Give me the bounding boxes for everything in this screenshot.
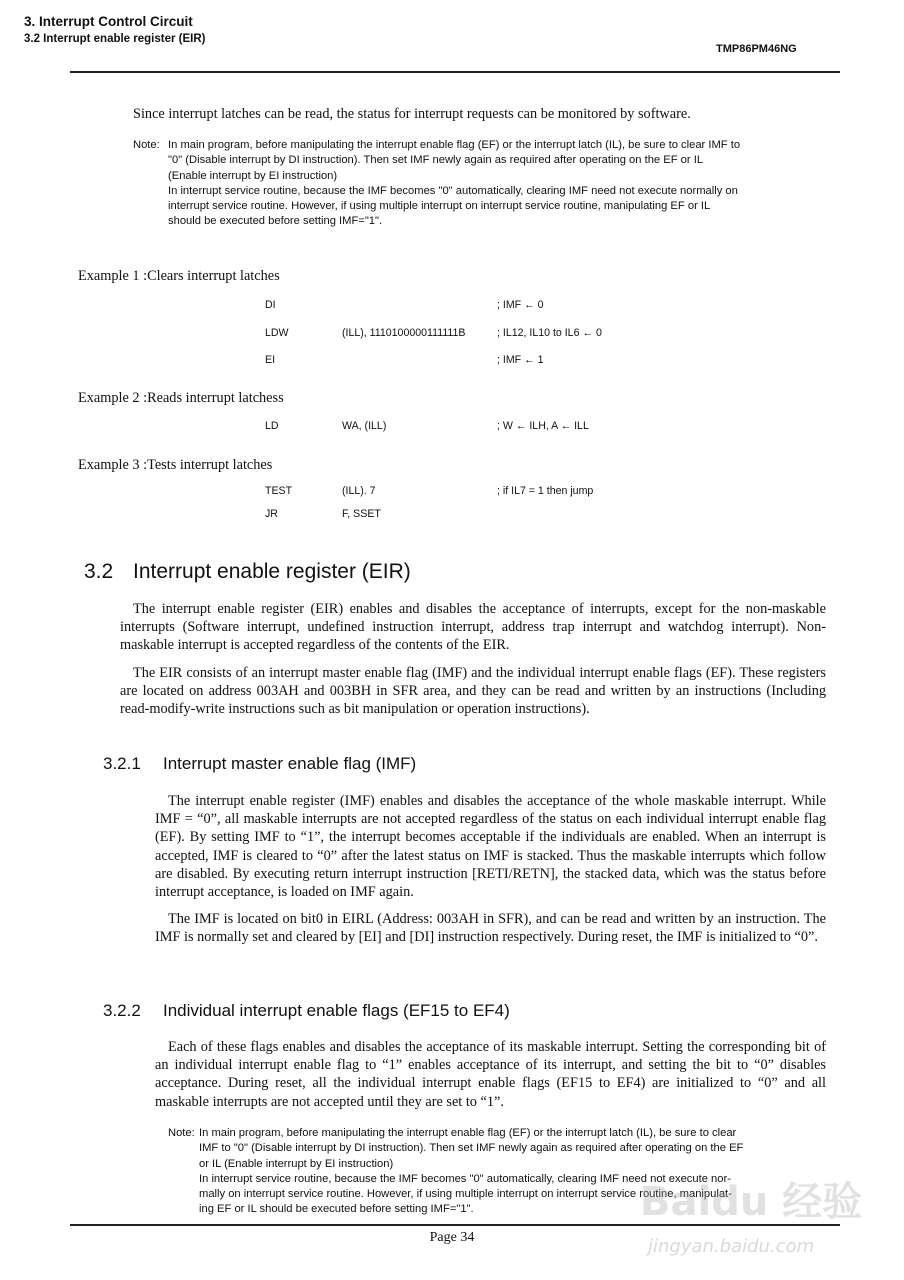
example-2-title: Example 2 :Reads interrupt latchess	[78, 390, 284, 406]
code-op: LD	[265, 420, 279, 432]
code-arg: F, SSET	[342, 508, 381, 520]
intro-paragraph: Since interrupt latches can be read, the status for interrupt requests can be monitored by software.	[133, 106, 691, 122]
code-arg: (ILL). 7	[342, 485, 376, 497]
note-1-line: "0" (Disable interrupt by DI instruction). Then set IMF newly again as required after operating on the EF or IL	[168, 154, 704, 167]
note-1-line: (Enable interrupt by EI instruction)	[168, 169, 338, 182]
code-op: TEST	[265, 485, 293, 497]
note-1-line: interrupt service routine. However, if using multiple interrupt on interrupt service routine, manipulating EF or IL	[168, 200, 711, 213]
code-comment: ; IL12, IL10 to IL6 ← 0	[497, 327, 602, 339]
code-op: DI	[265, 299, 276, 311]
code-comment: ; if IL7 = 1 then jump	[497, 485, 594, 497]
watermark-logo: Baidu 经验	[640, 1179, 863, 1225]
code-comment: ; W ← ILH, A ← ILL	[497, 420, 589, 432]
section-title: Interrupt enable register (EIR)	[133, 560, 411, 583]
subsection-1-paragraph: The IMF is located on bit0 in EIRL (Address: 003AH in SFR), and can be read and written by an instruction. The IMF is normally set and cleared by [EI] and [DI] instruction respectively. During reset, the IMF is initialized to “0”.	[155, 911, 826, 946]
note-1-label: Note:	[133, 139, 160, 151]
subsection-2-paragraph: Each of these flags enables and disables the acceptance of its maskable interrupt. Setting the corresponding bit of an individual interrupt enable flag to “1” enables acceptance of its interrupt, and setting the bit to “0” disables acceptance. During reset, all the individual interrupt enable flags (EF15 to EF4) are initialized to “0” and all maskable interrupts are not accepted until they are set to “1”.	[155, 1039, 826, 1110]
note-2-label: Note:	[168, 1127, 195, 1139]
header-chapter: 3. Interrupt Control Circuit	[24, 14, 193, 29]
subsection-1-paragraph: The interrupt enable register (IMF) enables and disables the acceptance of the whole maskable interrupt. While IMF = “0”, all maskable interrupts are not accepted regardless of the status on each individual interrupt enable flag (EF). By setting IMF to “1”, the interrupt becomes acceptable if the individuals are enabled. When an interrupt is accepted, IMF is cleared to “0” after the latest status on IMF is stacked. Thus the maskable interrupts which follow are disabled. By executing return interrupt instruction [RETI/RETN], the stacked data, which was the status before interrupt acceptance, is loaded on IMF again.	[155, 793, 826, 901]
note-1	[133, 138, 793, 233]
note-1-line: In main program, before manipulating the interrupt enable flag (EF) or the interrupt latch (IL), be sure to clear IMF to	[168, 139, 741, 151]
watermark-url: jingyan.baidu.com	[648, 1236, 815, 1257]
code-comment: ; IMF ← 0	[497, 299, 544, 311]
subsection-1-title: Interrupt master enable flag (IMF)	[163, 754, 417, 773]
example-3-title: Example 3 :Tests interrupt latches	[78, 457, 273, 473]
header-model: TMP86PM46NG	[716, 43, 797, 55]
header-section: 3.2 Interrupt enable register (EIR)	[24, 33, 206, 45]
note-2-line: ing EF or IL should be executed before setting IMF="1".	[199, 1203, 474, 1216]
code-op: JR	[265, 508, 278, 520]
subsection-2-number: 3.2.2	[103, 1001, 141, 1020]
code-comment: ; IMF ← 1	[497, 354, 544, 366]
note-2-line: IMF to "0" (Disable interrupt by DI instruction). Then set IMF newly again as required after operating on the EF	[199, 1142, 744, 1155]
note-2-line: In interrupt service routine, because the IMF becomes "0" automatically, clearing IMF need not execute nor-	[199, 1172, 731, 1185]
code-arg: WA, (ILL)	[342, 420, 387, 432]
note-1-line: should be executed before setting IMF="1".	[168, 215, 383, 228]
section-paragraph: The interrupt enable register (EIR) enables and disables the acceptance of interrupts, except for the non-maskable interrupts (Software interrupt, undefined instruction interrupt, address trap interrupt and watchdog interrupt). Non-maskable interrupt is accepted regardless of the contents of the EIR.	[120, 601, 826, 654]
code-op: EI	[265, 354, 276, 366]
note-2-line: In main program, before manipulating the interrupt enable flag (EF) or the interrupt latch (IL), be sure to clear	[199, 1127, 737, 1139]
note-1-line: In interrupt service routine, because the IMF becomes "0" automatically, clearing IMF need not execute normally on	[168, 184, 738, 197]
note-2-line: mally on interrupt service routine. However, if using multiple interrupt on interrupt service routine, manipulat-	[199, 1188, 732, 1201]
note-2-line: or IL (Enable interrupt by EI instruction)	[199, 1157, 394, 1170]
section-number: 3.2	[84, 560, 114, 583]
subsection-2-heading	[103, 1001, 510, 1021]
subsection-1-number: 3.2.1	[103, 754, 141, 773]
subsection-1-heading	[103, 754, 417, 774]
code-arg: (ILL), 1110100000111111B	[342, 327, 466, 339]
header-rule	[70, 71, 840, 73]
example-1-title: Example 1 :Clears interrupt latches	[78, 268, 280, 284]
subsection-2-title: Individual interrupt enable flags (EF15 to EF4)	[163, 1001, 510, 1020]
section-paragraph: The EIR consists of an interrupt master enable flag (IMF) and the individual interrupt enable flags (EF). These registers are located on address 003AH and 003BH in SFR area, and they can be read and written by an instructions (Including read-modify-write instructions such as bit manipulation or operation instructions).	[120, 665, 826, 718]
code-op: LDW	[265, 327, 289, 339]
page-number: Page 34	[429, 1230, 475, 1245]
